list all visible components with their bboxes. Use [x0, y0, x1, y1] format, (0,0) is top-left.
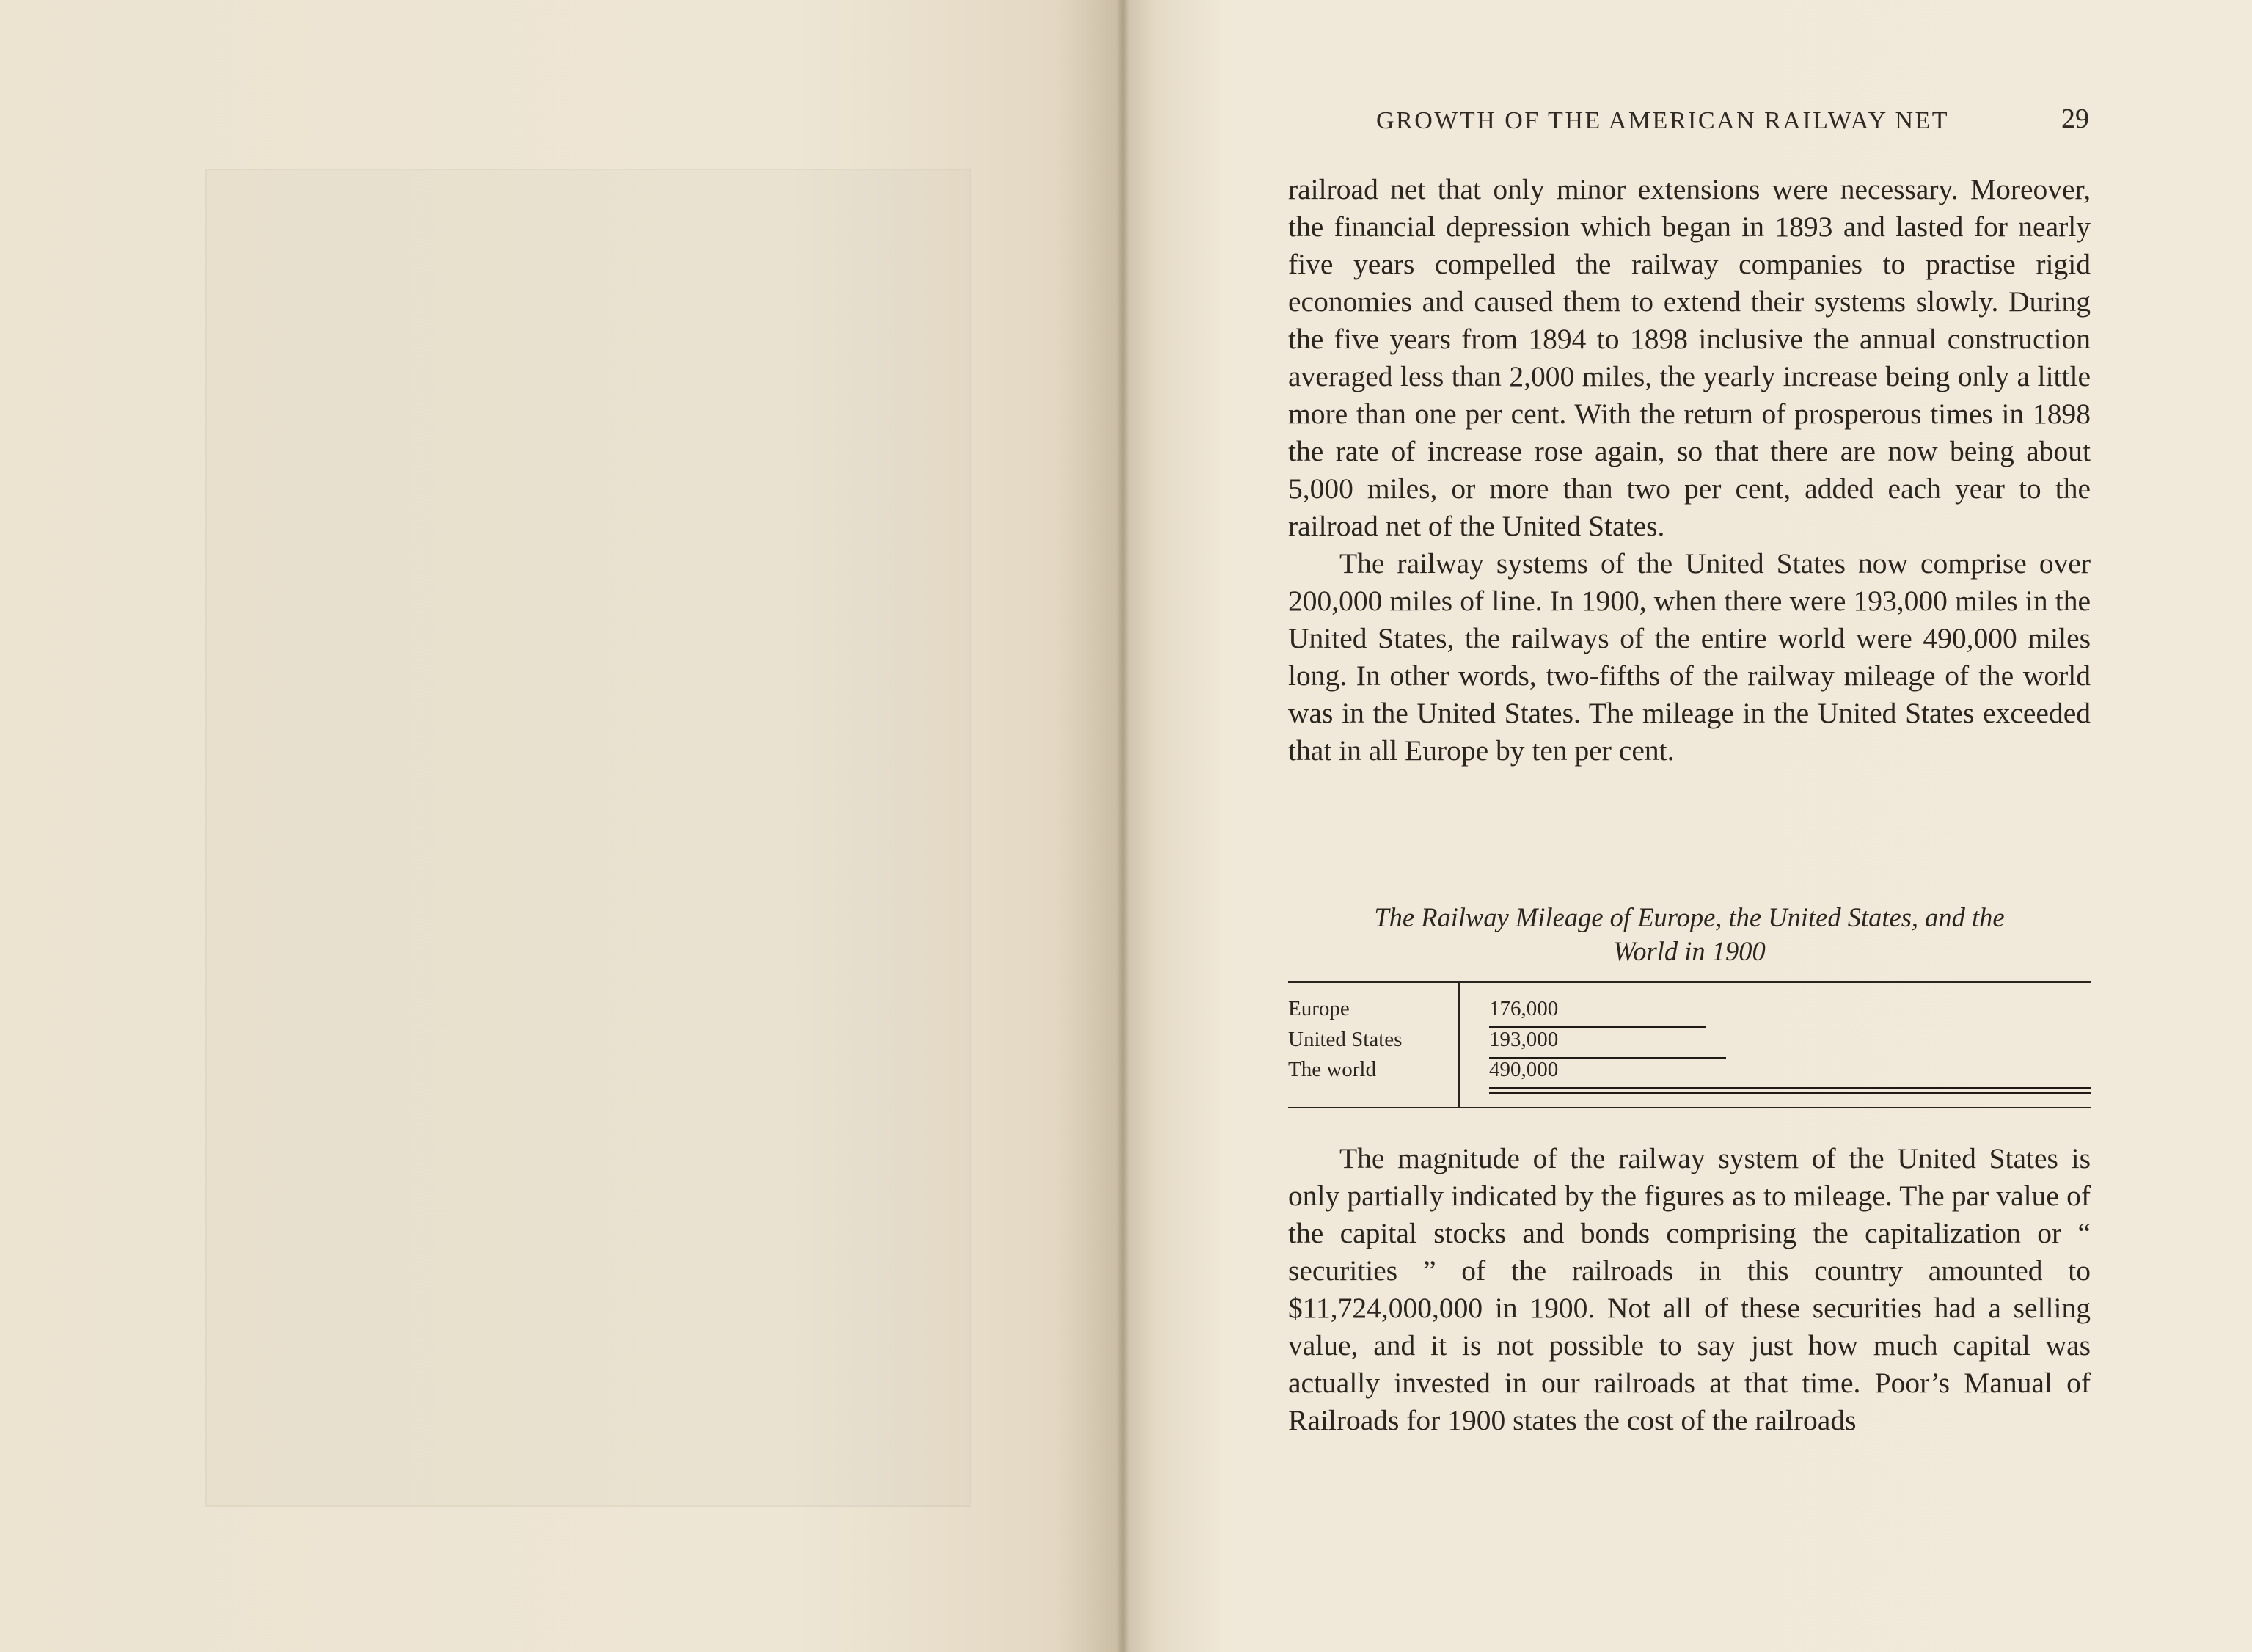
chart-top-rule [1288, 981, 2091, 983]
paragraph: railroad net that only minor extensions were necessary. Moreover, the financial depression which began in 1893 and lasted for nearly five years compelled the railway companies to practise rigid economies and caused them to extend their systems slowly. During the five years from 1894 to 1898 inclusive the annual construction averaged less than 2,000 miles, the yearly increase being only a little more than one per cent. With the return of prosperous times in 1898 the rate of increase rose again, so that there are now being about 5,000 miles, or more than two per cent, added each year to the railroad net of the United States. [1288, 173, 2091, 542]
category-label: The world [1288, 1058, 1376, 1081]
paragraph: The railway systems of the United States now comprise over 200,000 miles of line. In 1900, when there were 193,000 miles in the United States, the railways of the entire world were 490,000 miles long. In other words, two-fifths of the railway mileage of the world was in the United States. The mileage in the United States exceeded that in all Europe by ten per cent. [1288, 547, 2091, 767]
value-label: 193,000 [1489, 1028, 1559, 1051]
mileage-bar-chart [1288, 981, 2091, 1109]
text-block-after-table [1288, 1140, 2091, 1439]
running-head [1376, 103, 2089, 139]
bar-the-world [1489, 1087, 2091, 1094]
paragraph: The magnitude of the railway system of the United States is only partially indicated by the figures as to mileage. The par value of the capital stocks and bonds comprising the capitalization or “ securities ” of the railroads in this country amounted to $11,724,000,000 in 1900. Not all of these securities had a selling value, and it is not possible to say just how much capital was actually invested in our railroads at that time. Poor’s Manual of Railroads for 1900 states the cost of the railroads [1288, 1142, 2091, 1436]
value-label: 490,000 [1489, 1058, 1559, 1081]
chart-row [1288, 1058, 2091, 1089]
page-number: 29 [2061, 103, 2089, 134]
running-title: GROWTH OF THE AMERICAN RAILWAY NET [1376, 107, 1950, 134]
chart-title-line-2: World in 1900 [1613, 936, 1766, 966]
chart-row [1288, 997, 2091, 1028]
value-label: 176,000 [1489, 997, 1559, 1020]
chart-title-line-1: The Railway Mileage of Europe, the United States, and the [1374, 902, 2005, 932]
category-label: United States [1288, 1028, 1403, 1051]
left-page [0, 0, 1122, 1652]
chart-bottom-rule [1288, 1107, 2091, 1108]
chart-row [1288, 1028, 2091, 1059]
book-gutter [1116, 0, 1130, 1652]
text-block-before-table [1288, 171, 2091, 770]
chart-title [1288, 901, 2091, 968]
bleed-through-plate [205, 169, 971, 1507]
category-label: Europe [1288, 997, 1350, 1020]
